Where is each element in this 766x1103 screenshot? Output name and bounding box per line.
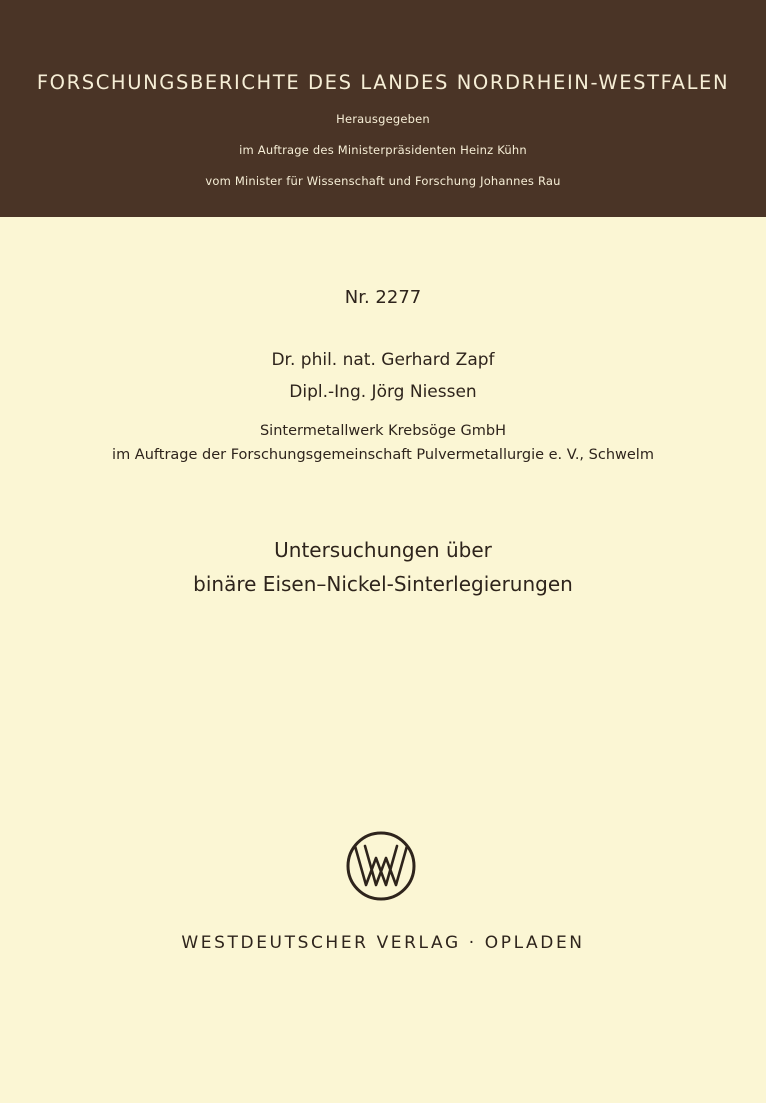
title-line-1: Untersuchungen über bbox=[274, 538, 492, 562]
author-2: Dipl.-Ing. Jörg Niessen bbox=[289, 382, 477, 402]
ww-circle-logo-icon bbox=[345, 830, 417, 902]
header-band bbox=[0, 0, 766, 217]
editor-line-3: vom Minister für Wissenschaft und Forschung Johannes Rau bbox=[205, 174, 561, 188]
author-1: Dr. phil. nat. Gerhard Zapf bbox=[271, 350, 495, 370]
editor-line-1: Herausgegeben bbox=[336, 112, 430, 126]
publisher-name: WESTDEUTSCHER VERLAG · OPLADEN bbox=[181, 933, 585, 953]
institution-line-2: im Auftrage der Forschungsgemeinschaft Pulvermetallurgie e. V., Schwelm bbox=[112, 447, 654, 463]
series-title: FORSCHUNGSBERICHTE DES LANDES NORDRHEIN-WESTFALEN bbox=[36, 71, 730, 94]
report-number: Nr. 2277 bbox=[344, 287, 422, 308]
editor-line-2: im Auftrage des Ministerpräsidenten Heinz Kühn bbox=[239, 143, 527, 157]
title-line-2: binäre Eisen–Nickel-Sinterlegierungen bbox=[193, 572, 573, 596]
institution-line-1: Sintermetallwerk Krebsöge GmbH bbox=[259, 423, 507, 439]
